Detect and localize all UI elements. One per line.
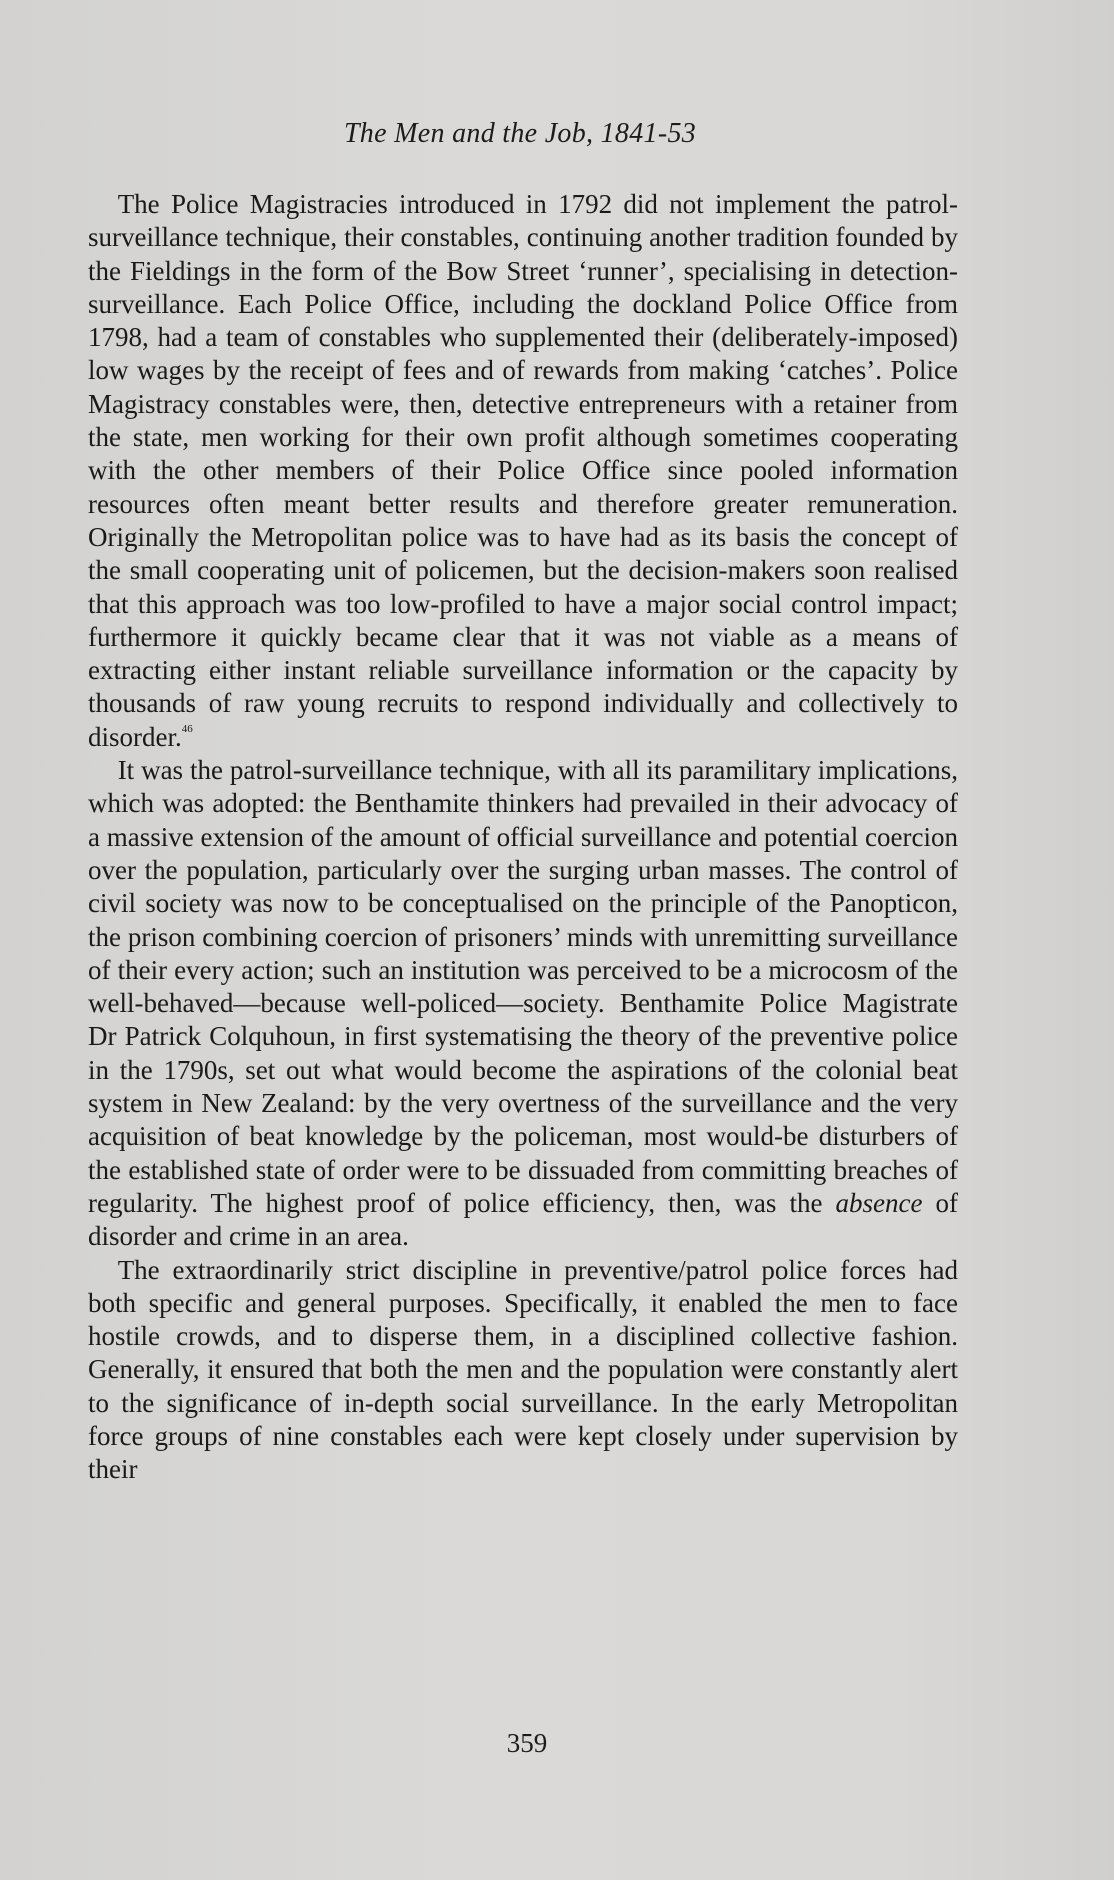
emphasis-absence: absence xyxy=(835,1187,923,1218)
paragraph-1-text: The Police Magistracies introduced in 1792 did not implement the patrol-surveillance technique, their constables, continuing another tradition founded by the Fieldings in the form of the Bow Street ‘runner’, specialising in detection-surveillance. Each Police Office, including the dockland Police Office from 1798, had a team of constables who supplemented their (deliberately-imposed) low wages by the receipt of fees and of rewards from making ‘catches’. Police Magistracy constables were, then, detective entrepreneurs with a retainer from the state, men working for their own profit although sometimes cooperating with the other members of their Police Office since pooled information resources often meant better results and therefore greater remuneration. Originally the Metropolitan police was to have had as its basis the concept of the small cooperating unit of policemen, but the decision-makers soon realised that this approach was too low-profiled to have a major social control impact; furthermore it quickly became clear that it was not viable as a means of extracting either instant reliable surveillance information or the capacity by thousands of raw young recruits to respond individually and collectively to disorder. xyxy=(88,189,958,752)
paragraph-2-text: It was the patrol-surveillance technique, with all its paramilitary implications, which was adopted: the Benthamite thinkers had prevailed in their advocacy of a massive extension of the amount of official surveillance and potential coercion over the population, particularly over the surging urban masses. The control of civil society was now to be conceptualised on the principle of the Panopticon, the prison combining coercion of prisoners’ minds with unremitting surveillance of their every action; such an institution was perceived to be a microcosm of the well-behaved—because well-policed—society. Benthamite Police Magistrate Dr Patrick Colquhoun, in first systematising the theory of the preventive police in the 1790s, set out what would become the aspirations of the colonial beat system in New Zealand: by the very overtness of the surveillance and the very acquisition of beat knowledge by the policeman, most would-be disturbers of the established state of order were to be dissuaded from committing breaches of regularity. The highest proof of police efficiency, then, was the xyxy=(88,755,958,1218)
body-text xyxy=(88,188,958,1487)
paragraph-1 xyxy=(88,188,958,754)
footnote-marker: 46 xyxy=(181,722,193,735)
page-number: 359 xyxy=(506,1728,548,1758)
paragraph-3-text: The extraordinarily strict discipline in preventive/patrol police forces had both specific and general purposes. Specifically, it enabled the men to face hostile crowds, and to disperse them, in a disciplined collective fashion. Generally, it ensured that both the men and the population were constantly alert to the significance of in-depth social surveillance. In the early Metropolitan force groups of nine constables each were kept closely under supervision by their xyxy=(88,1254,958,1485)
paragraph-2 xyxy=(88,754,958,1253)
paragraph-3 xyxy=(88,1254,958,1487)
running-head: The Men and the Job, 1841-53 xyxy=(343,118,697,149)
paragraph-2-text-end: of disorder and crime in an area. xyxy=(88,1187,958,1252)
